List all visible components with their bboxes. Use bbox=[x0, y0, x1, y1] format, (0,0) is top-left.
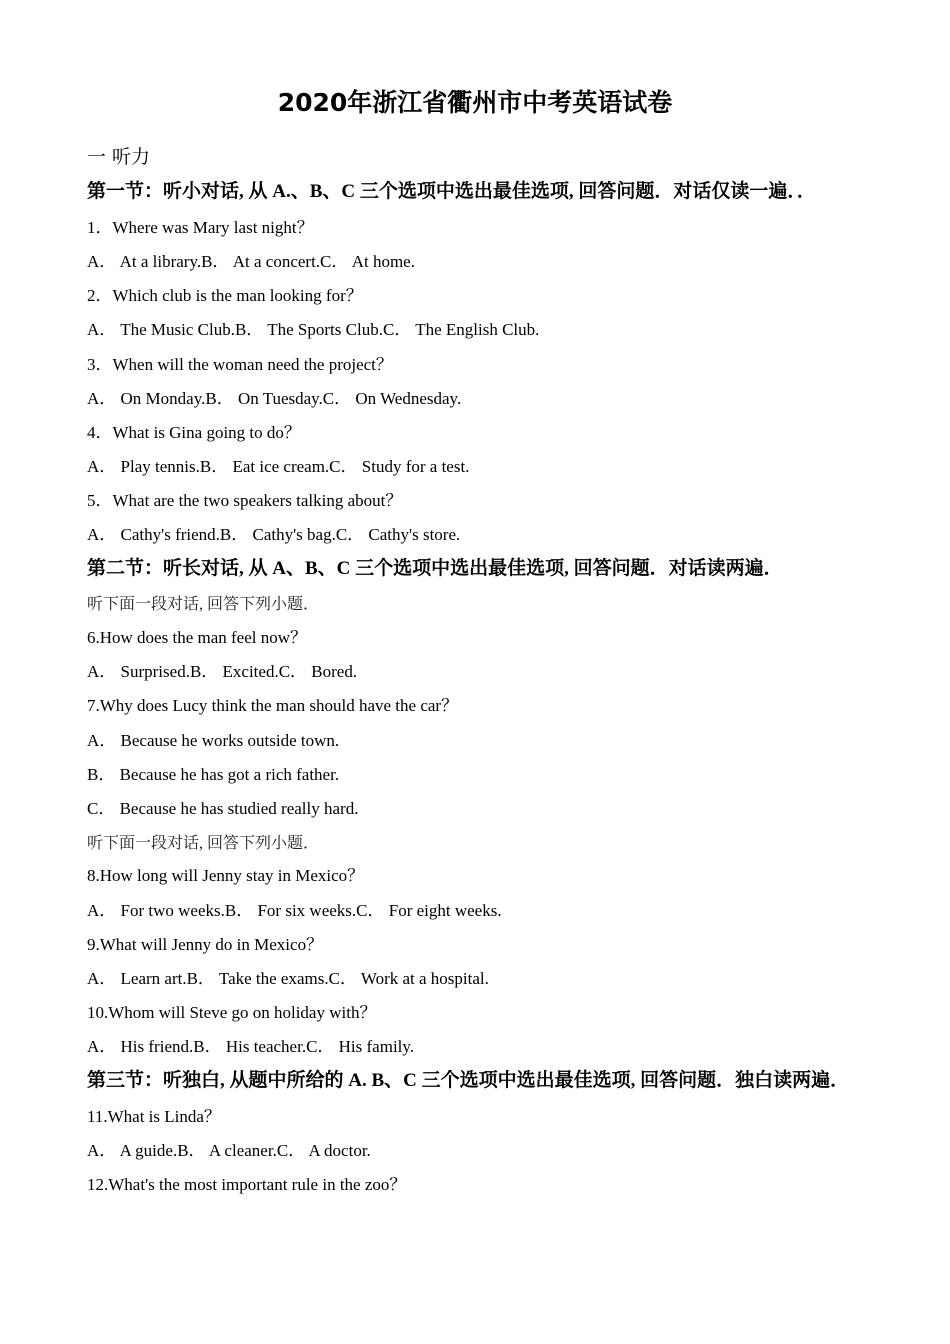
answer-options: A． At a library.B． At a concert.C． At home. bbox=[87, 252, 415, 271]
question: 3．When will the woman need the project？ bbox=[87, 355, 393, 374]
question: 8.How long will Jenny stay in Mexico？ bbox=[87, 866, 365, 885]
instruction-note: 听下面一段对话, 回答下列小题． bbox=[87, 596, 320, 613]
section-heading: 第一节：听小对话, 从 A.、B、C 三个选项中选出最佳选项, 回答问题．对话仅读一遍．． bbox=[87, 181, 816, 202]
answer-options: A． Learn art.B． Take the exams.C． Work at a hospital. bbox=[87, 969, 489, 988]
answer-options: A． The Music Club.B． The Sports Club.C． The English Club. bbox=[87, 320, 540, 339]
question: 7.Why does Lucy think the man should have the car？ bbox=[87, 696, 459, 715]
part-heading: 一 听力 bbox=[87, 146, 151, 168]
answer-options: A． For two weeks.B． For six weeks.C． For eight weeks. bbox=[87, 901, 502, 920]
section-heading: 第三节：听独白, 从题中所给的 A. B、C 三个选项中选出最佳选项, 回答问题．独白读两遍． bbox=[87, 1070, 850, 1091]
section-heading: 第二节：听长对话, 从 A、B、C 三个选项中选出最佳选项, 回答问题．对话读两遍． bbox=[87, 558, 783, 579]
answer-options: A． Play tennis.B． Eat ice cream.C． Study for a test. bbox=[87, 457, 470, 476]
answer-options: A． Cathy's friend.B． Cathy's bag.C． Cathy's store. bbox=[87, 525, 461, 544]
answer-options: A． His friend.B． His teacher.C． His family. bbox=[87, 1037, 415, 1056]
question: 12.What's the most important rule in the zoo？ bbox=[87, 1175, 407, 1194]
answer-option: A． Because he works outside town. bbox=[87, 731, 340, 750]
question: 4．What is Gina going to do？ bbox=[87, 423, 301, 442]
answer-option: B． Because he has got a rich father. bbox=[87, 765, 340, 784]
answer-options: A． Surprised.B． Excited.C． Bored. bbox=[87, 662, 358, 681]
page-title: 2020年浙江省衢州市中考英语试卷 bbox=[277, 88, 673, 117]
question: 6.How does the man feel now？ bbox=[87, 628, 308, 647]
answer-option: C． Because he has studied really hard. bbox=[87, 799, 359, 818]
answer-options: A． A guide.B． A cleaner.C． A doctor. bbox=[87, 1141, 371, 1160]
answer-options: A． On Monday.B． On Tuesday.C． On Wednesday. bbox=[87, 389, 462, 408]
question: 11.What is Linda？ bbox=[87, 1107, 221, 1126]
instruction-note: 听下面一段对话, 回答下列小题． bbox=[87, 835, 320, 852]
question: 10.Whom will Steve go on holiday with？ bbox=[87, 1003, 377, 1022]
question: 9.What will Jenny do in Mexico？ bbox=[87, 935, 324, 954]
question: 2．Which club is the man looking for？ bbox=[87, 286, 363, 305]
question: 1．Where was Mary last night？ bbox=[87, 218, 314, 237]
question: 5．What are the two speakers talking about？ bbox=[87, 491, 403, 510]
